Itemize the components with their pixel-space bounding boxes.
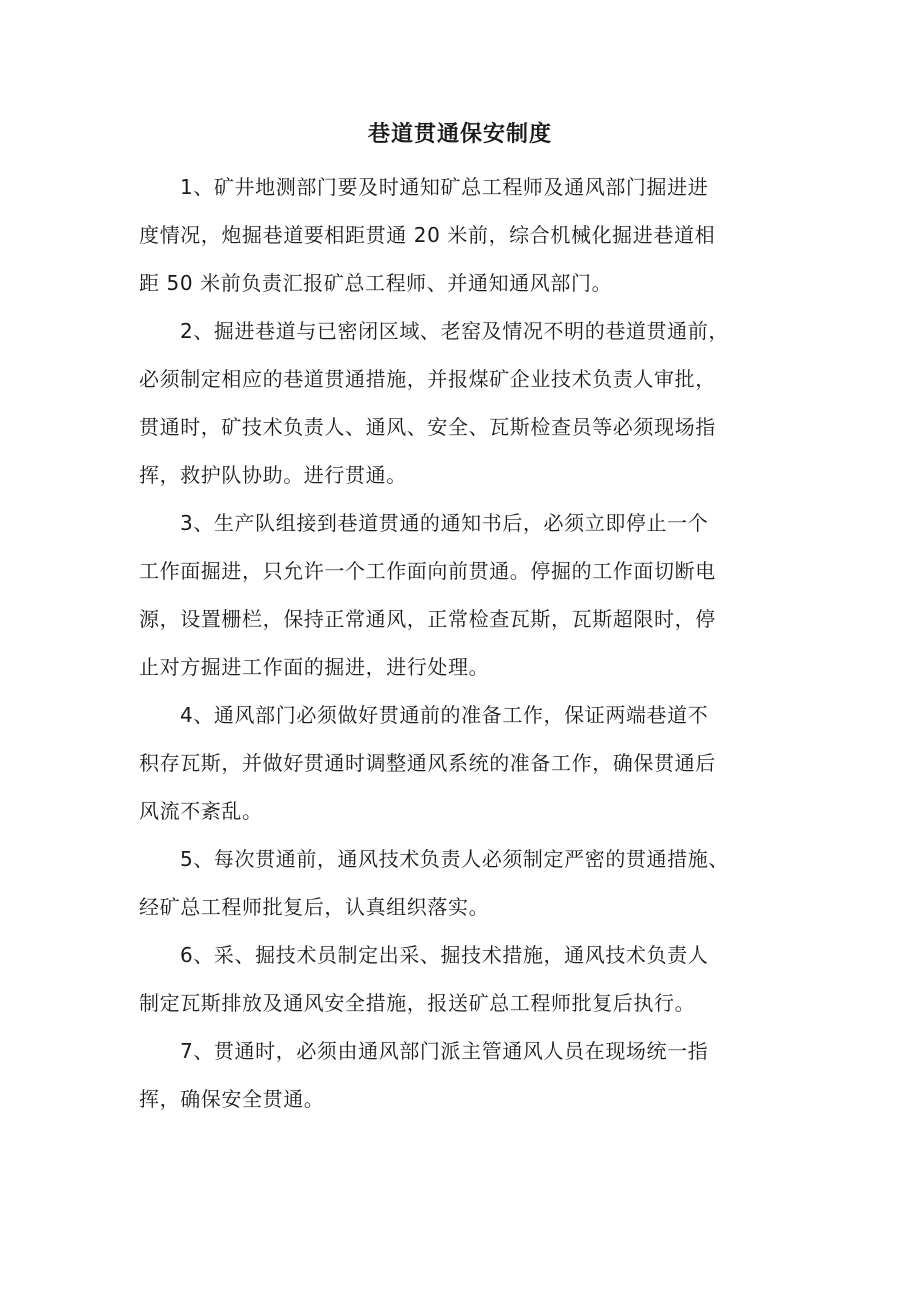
paragraph-5 [139, 835, 799, 931]
paragraph-line: 止对方掘进工作面的掘进，进行处理。 [139, 655, 490, 679]
paragraph-line: 4、通风部门必须做好贯通前的准备工作，保证两端巷道不 [180, 703, 709, 727]
paragraph-1 [139, 163, 799, 307]
paragraph-line: 2、掘进巷道与已密闭区域、老窑及情况不明的巷道贯通前， [180, 319, 729, 343]
document-body [139, 163, 799, 1123]
paragraph-2 [139, 307, 799, 499]
paragraph-line: 必须制定相应的巷道贯通措施，并报煤矿企业技术负责人审批， [139, 367, 716, 391]
paragraph-4 [139, 691, 799, 835]
paragraph-line: 积存瓦斯，并做好贯通时调整通风系统的准备工作，确保贯通后 [139, 751, 716, 775]
paragraph-line: 1、矿井地测部门要及时通知矿总工程师及通风部门掘进进 [180, 175, 709, 199]
paragraph-line: 5、每次贯通前，通风技术负责人必须制定严密的贯通措施、 [180, 847, 729, 871]
paragraph-6 [139, 931, 799, 1027]
paragraph-line: 制定瓦斯排放及通风安全措施，报送矿总工程师批复后执行。 [139, 991, 696, 1015]
paragraph-line: 工作面掘进，只允许一个工作面向前贯通。停掘的工作面切断电 [139, 559, 716, 583]
paragraph-line: 挥，确保安全贯通。 [139, 1087, 325, 1111]
paragraph-line: 6、采、掘技术员制定出采、掘技术措施，通风技术负责人 [180, 943, 709, 967]
paragraph-line: 源，设置栅栏，保持正常通风，正常检查瓦斯，瓦斯超限时，停 [139, 607, 716, 631]
paragraph-line: 经矿总工程师批复后，认真组织落实。 [139, 895, 490, 919]
paragraph-3 [139, 499, 799, 691]
paragraph-line: 挥，救护队协助。进行贯通。 [139, 463, 407, 487]
document-title: 巷道贯通保安制度 [367, 122, 552, 147]
paragraph-line: 7、贯通时，必须由通风部门派主管通风人员在现场统一指 [180, 1039, 709, 1063]
paragraph-line: 风流不紊乱。 [139, 799, 263, 823]
paragraph-line: 贯通时，矿技术负责人、通风、安全、瓦斯检查员等必须现场指 [139, 415, 716, 439]
paragraph-line: 度情况，炮掘巷道要相距贯通 20 米前，综合机械化掘进巷道相 [139, 223, 716, 247]
paragraph-7 [139, 1027, 799, 1123]
paragraph-line: 3、生产队组接到巷道贯通的通知书后，必须立即停止一个 [180, 511, 709, 535]
paragraph-line: 距 50 米前负责汇报矿总工程师、并通知通风部门。 [139, 271, 613, 295]
